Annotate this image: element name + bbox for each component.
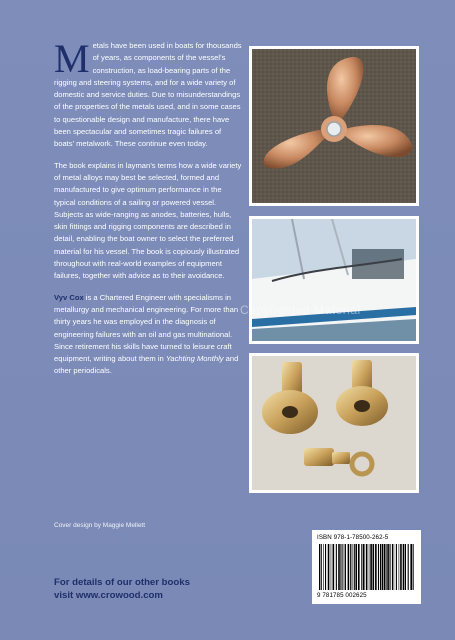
promo-block [54,576,190,602]
barcode-bar [405,544,406,590]
author-bio-text: is a Chartered Engineer with specialisms in metallurgy and mechanical engineering. For more than thirty years he was employed in the diagnosis of engineering failures with an oil and gas multinational. Since retirement his skills have turned to leisure craft equipment, writing about them in [54,292,239,364]
barcode-bar [354,544,355,590]
barcode-bar [342,544,343,590]
fittings-photo [249,353,419,493]
magazine-title: Yachting Monthly [165,354,224,364]
barcode-bar [373,544,375,590]
isbn-label: ISBN 978-1-78500-262-5 [317,534,389,541]
barcode-bar [375,544,377,590]
intro-paragraph [54,36,242,151]
propeller-photo [249,46,419,206]
cover-credit: Cover design by Maggie Mellett [54,522,146,529]
propeller-image [252,49,416,203]
promo-line-2: visit www.crowood.com [54,590,163,601]
barcode-bar [410,544,412,590]
barcode-bar [358,544,360,590]
isbn-barcode [312,530,421,604]
barcode-bar [390,544,391,590]
barcode-bar [325,544,326,590]
barcode-bar [400,544,402,590]
author-name: Vyv Cox [54,292,84,302]
barcode-bar [344,544,345,590]
barcode-bar [355,544,357,590]
yacht-photo [249,216,419,344]
intro-text: etals have been used in boats for thousands of years, as components of the vessel’s construction, as load-bearing parts of the rigging and steering systems, and for a wide variety of domestic and service duties. Due to misunderstandings of the properties of the metals used, and in some cases to questionable design and manufacture, there have been spectacular and sometimes tragic failures of boats’ metalwork. These continue even today. [54,41,242,149]
barcode-bar [413,544,414,590]
isbn-digits: 9 781785 002625 [317,592,367,599]
body-paragraph: The book explains in layman’s terms how a wide variety of metal alloys may best be selected, formed and manufactured to give optimum performance in the typical conditions of a sailing or powered vessel. Subjects as wide-ranging as anodes, batteries, hulls, skin fittings and rigging components are described in detail, enabling the boat owner to select the preferred material for his vessel. The book is copiously illustrated throughout with real-world examples of equipment failures, together with advice as to their avoidance. [54,160,242,281]
barcode-bar [403,544,405,590]
promo-line-1: For details of our other books [54,577,190,588]
fittings-image [252,356,416,490]
barcode-bar [399,544,400,590]
barcode-bar [394,544,395,590]
drop-cap: M [54,36,90,81]
barcode-bar [319,544,320,590]
barcode-bar [396,544,397,590]
barcode-bar [352,544,353,590]
barcode-bar [321,544,322,590]
author-bio-end: and other periodicals. [54,354,239,376]
barcode-bar [361,544,362,590]
barcode-bar [387,544,389,590]
barcode-bar [363,544,365,590]
barcode-bar [392,544,393,590]
barcode-bar [338,544,340,590]
barcode-bar [328,544,330,590]
barcode-bar [380,544,381,590]
author-paragraph [54,292,242,378]
copyright-watermark: Copyrighted Material [240,303,361,317]
barcode-bars [317,544,415,594]
barcode-bar [348,544,350,590]
barcode-bar [384,544,386,590]
barcode-bar [340,544,341,590]
barcode-bar [350,544,351,590]
barcode-bar [378,544,379,590]
yacht-image [252,219,416,341]
barcode-bar [386,544,387,590]
barcode-bar [408,544,409,590]
barcode-bar [323,544,324,590]
barcode-bar [366,544,368,590]
text-column [54,36,242,387]
barcode-bar [331,544,332,590]
barcode-bar [382,544,384,590]
barcode-bar [336,544,337,590]
barcode-bar [333,544,335,590]
barcode-bar [369,544,370,590]
barcode-bar [370,544,372,590]
barcode-bar [345,544,346,590]
